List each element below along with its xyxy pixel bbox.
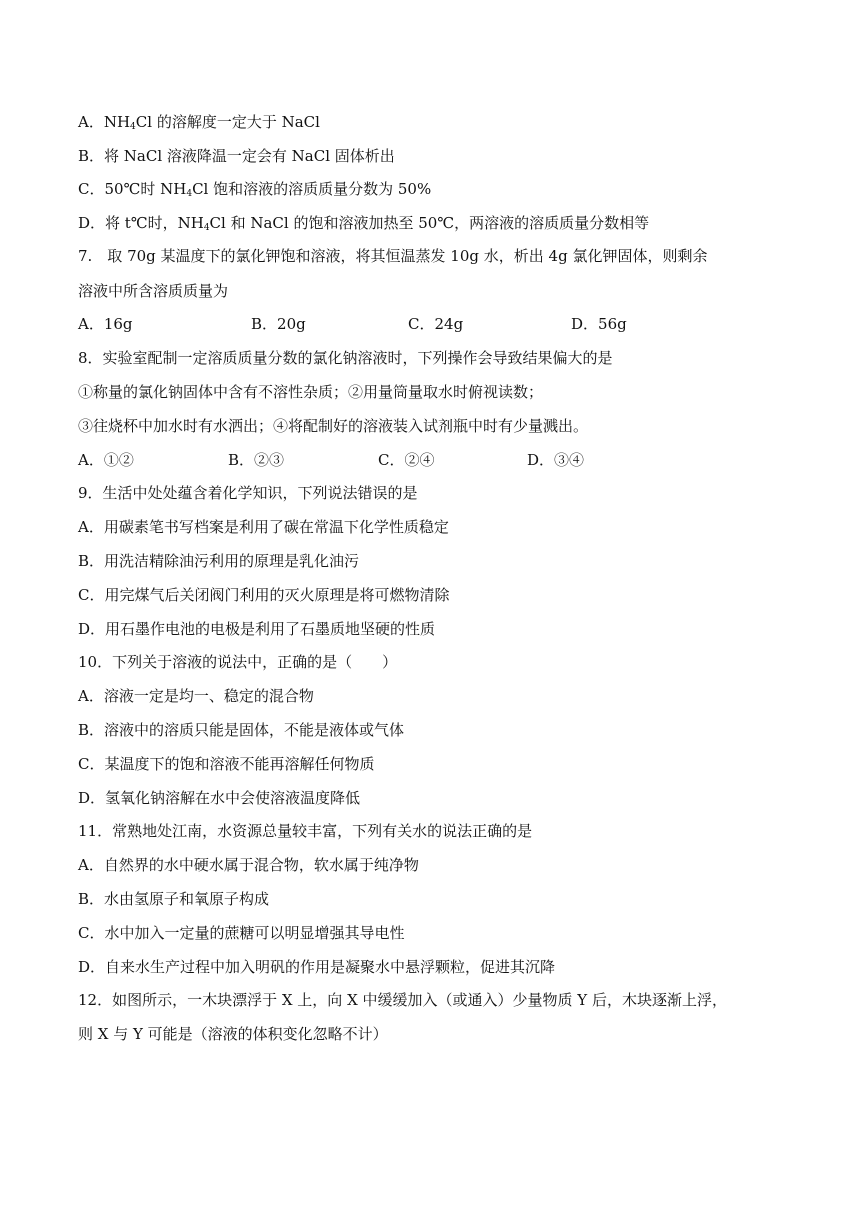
q11-stem: 11．常熟地处江南，水资源总量较丰富，下列有关水的说法正确的是 [78,822,533,840]
q7-option-d: D．56g [571,315,627,333]
q6-option-d-text: D．将 t℃时，NH [78,214,204,232]
subscript: 4 [186,189,193,199]
subscript: 4 [130,122,136,132]
q8-item-line-1: ①称量的氯化钠固体中含有不溶性杂质；②用量筒量取水时俯视读数； [78,383,544,401]
q7-option-a: A．16g [78,315,133,333]
q6-option-a-text-rest: Cl 的溶解度一定大于 NaCl [135,113,320,131]
q7-option-c: C．24g [408,315,464,333]
q11-option-a: A．自然界的水中硬水属于混合物，软水属于纯净物 [78,856,419,874]
q9-option-c: C．用完煤气后关闭阀门利用的灭火原理是将可燃物清除 [78,586,450,604]
q12-stem-line-2: 则 X 与 Y 可能是（溶液的体积变化忽略不计） [78,1025,388,1043]
q11-option-d: D．自来水生产过程中加入明矾的作用是凝聚水中悬浮颗粒，促进其沉降 [78,958,556,976]
q8-stem: 8．实验室配制一定溶质质量分数的氯化钠溶液时，下列操作会导致结果偏大的是 [78,349,613,367]
q9-option-a: A．用碳素笔书写档案是利用了碳在常温下化学性质稳定 [78,518,449,536]
q6-option-b: B．将 NaCl 溶液降温一定会有 NaCl 固体析出 [78,147,395,165]
q6-option-d-text-rest: Cl 和 NaCl 的饱和溶液加热至 50℃，两溶液的溶质质量分数相等 [209,214,650,232]
q10-option-d: D．氢氧化钠溶解在水中会使溶液温度降低 [78,789,361,807]
q7-stem-line-2: 溶液中所含溶质质量为 [78,282,229,300]
q7-stem-line-1: 7. 取 70g 某温度下的氯化钾饱和溶液，将其恒温蒸发 10g 水，析出 4g 氯化钾固体，则剩余 [78,247,708,265]
q6-option-c-text-rest: Cl 饱和溶液的溶质质量分数为 50% [192,180,432,198]
q8-option-a: A．①② [78,451,134,469]
q10-stem: 10．下列关于溶液的说法中，正确的是（ ） [78,653,398,671]
q6-option-d [78,213,649,233]
q8-option-b: B．②③ [228,451,285,469]
q11-option-b: B．水由氢原子和氧原子构成 [78,890,270,908]
q8-item-line-2: ③往烧杯中加水时有水洒出；④将配制好的溶液装入试剂瓶中时有少量溅出。 [78,417,589,435]
q9-option-d: D．用石墨作电池的电极是利用了石墨质地坚硬的性质 [78,620,436,638]
subscript: 4 [203,223,210,233]
q6-option-c [78,179,431,199]
q10-option-a: A．溶液一定是均一、稳定的混合物 [78,687,314,705]
q7-option-b: B．20g [251,315,306,333]
q11-option-c: C．水中加入一定量的蔗糖可以明显增强其导电性 [78,924,405,942]
q12-stem-line-1: 12．如图所示，一木块漂浮于 X 上，向 X 中缓缓加入（或通入）少量物质 Y 后，木块逐渐上浮， [78,991,727,1009]
q8-option-c: C．②④ [378,451,435,469]
q6-option-a [78,112,320,132]
q10-option-c: C．某温度下的饱和溶液不能再溶解任何物质 [78,755,375,773]
q6-option-c-text: C．50℃时 NH [78,180,187,198]
q6-option-a-text: A．NH [78,113,131,131]
q9-stem: 9．生活中处处蕴含着化学知识，下列说法错误的是 [78,484,418,502]
q10-option-b: B．溶液中的溶质只能是固体，不能是液体或气体 [78,721,405,739]
q8-option-d: D．③④ [527,451,585,469]
q9-option-b: B．用洗洁精除油污利用的原理是乳化油污 [78,552,360,570]
